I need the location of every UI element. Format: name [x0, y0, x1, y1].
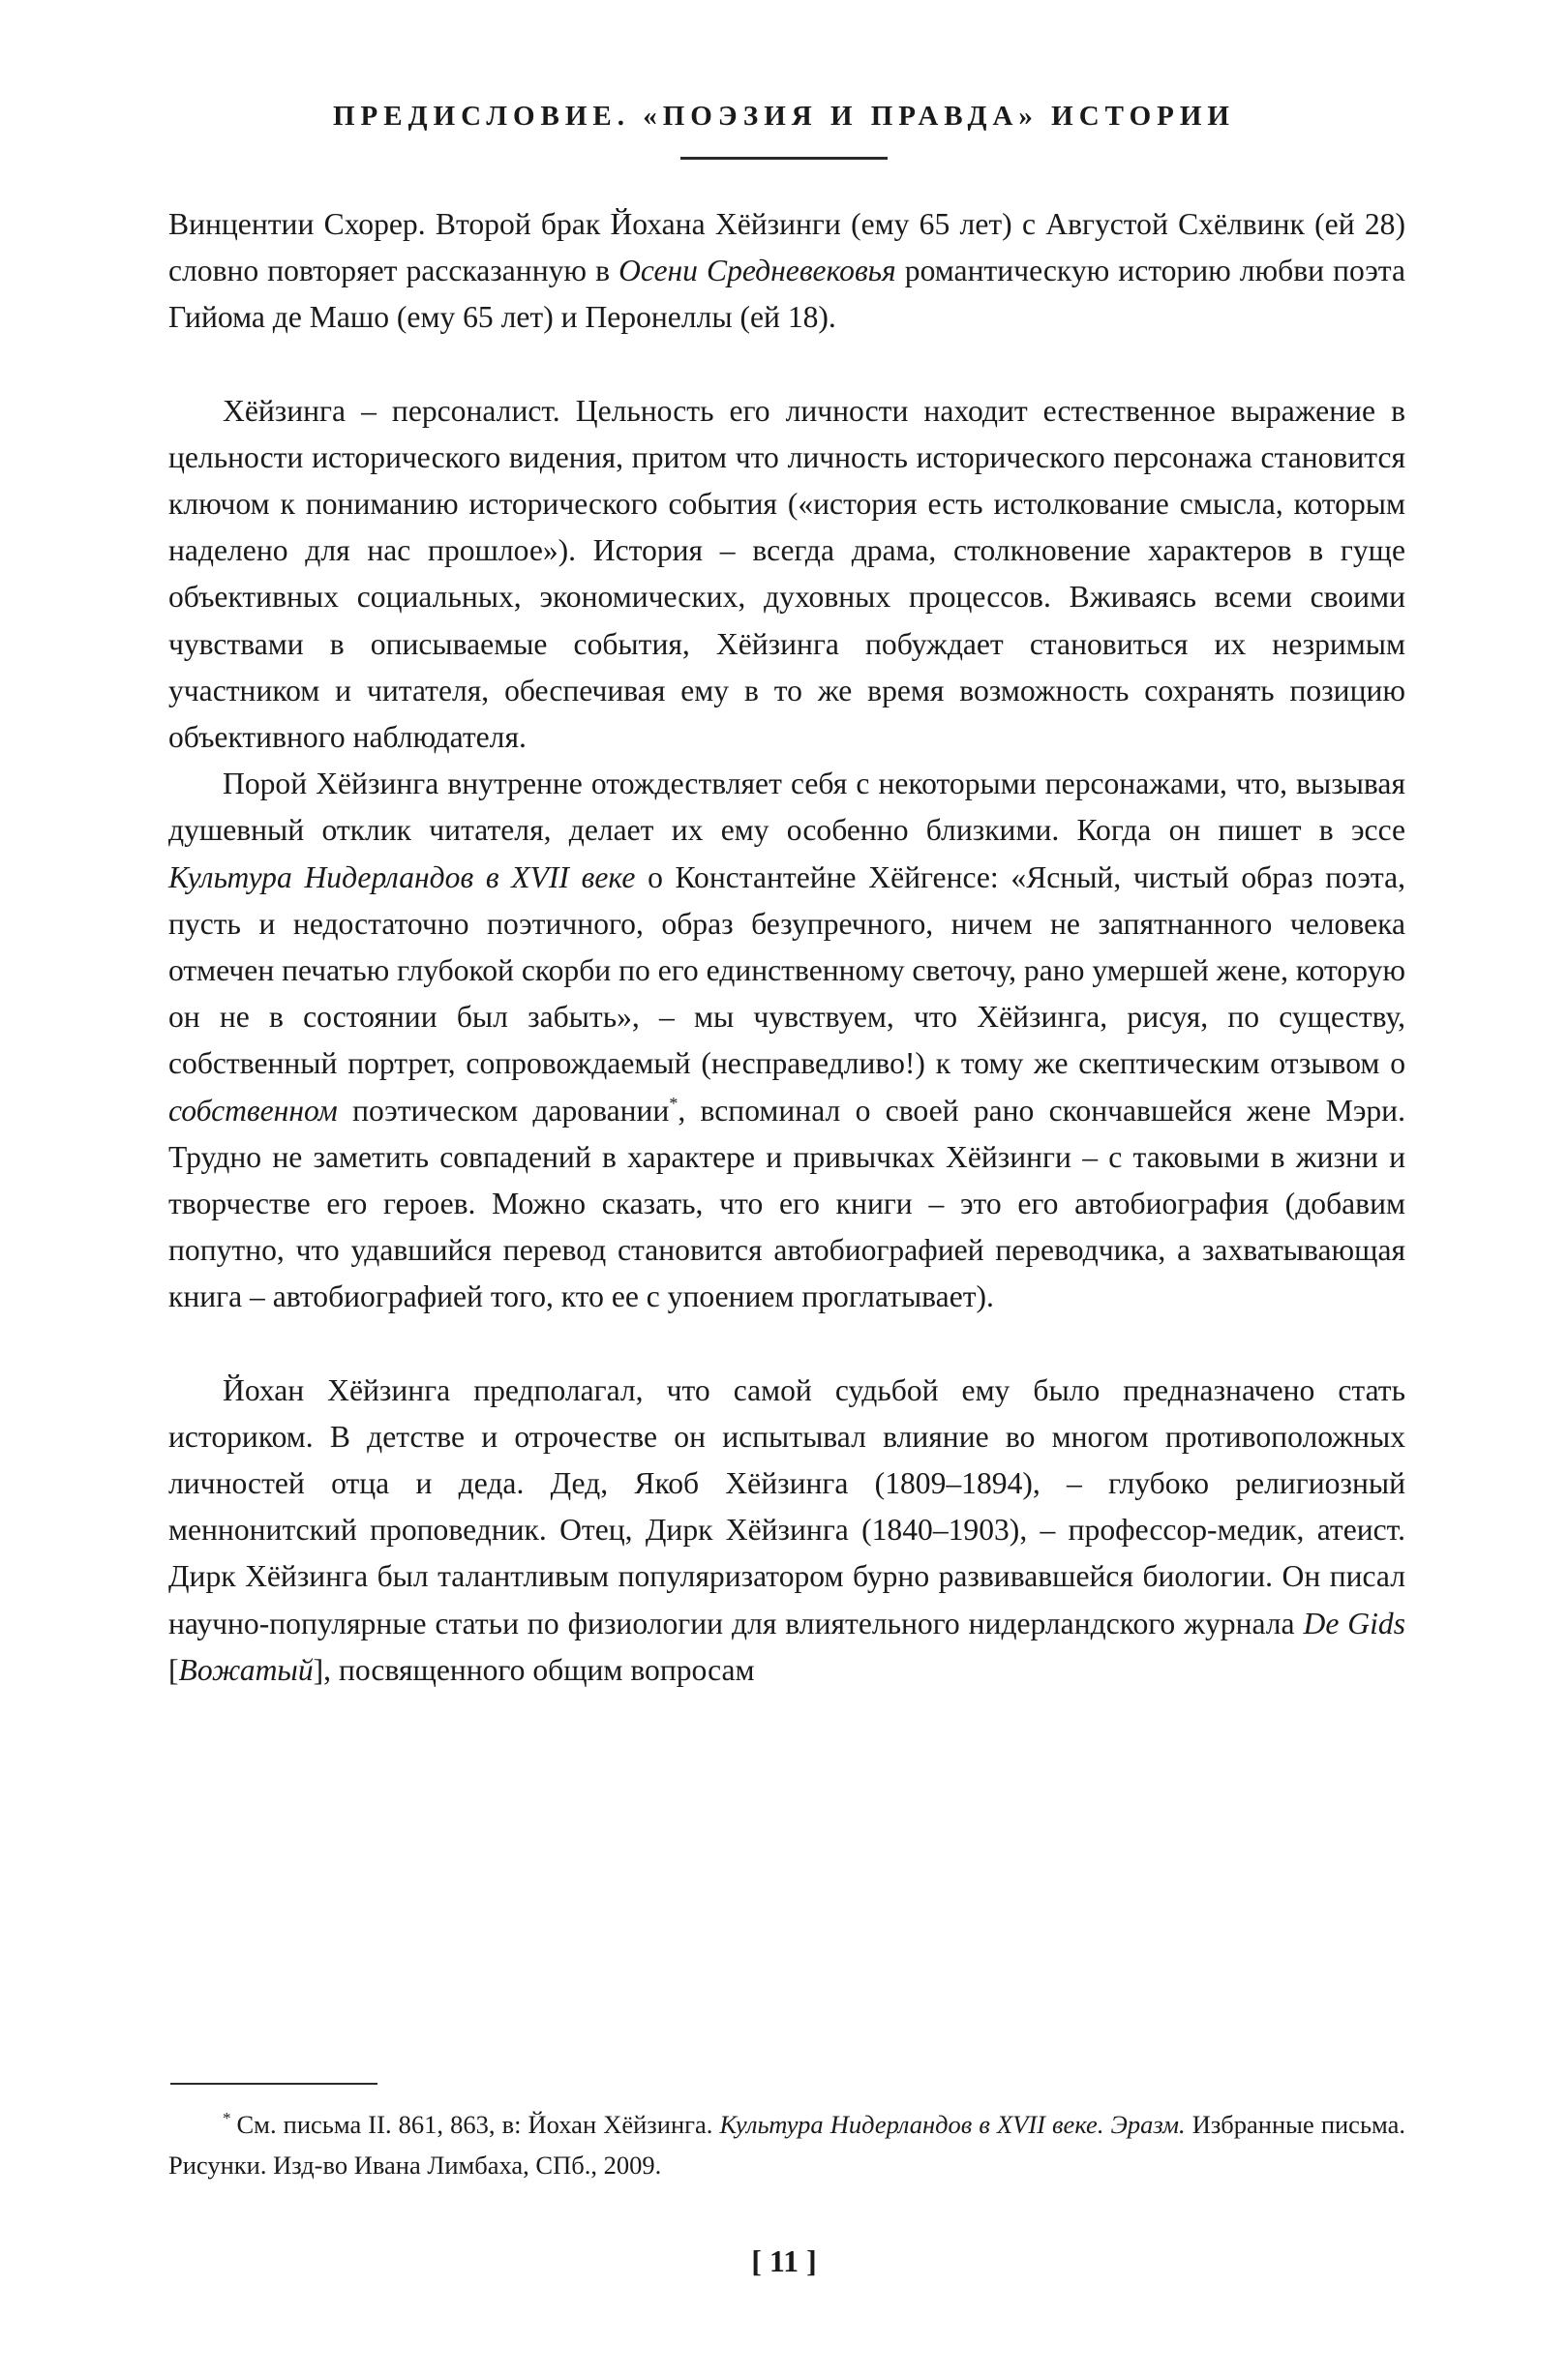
page-number: [ 11 ]: [751, 2243, 817, 2278]
paragraph-2: Хёйзинга – персоналист. Цельность его личности находит естественное выражение в цельности исторического видения, притом что личность исторического персонажа становится ключом к пониманию исторического события («история есть истолкование смысла, которым наделено для нас прошлое»). История – всегда драма, столкновение характеров в гуще объективных социальных, экономических, духовных процессов. Вживаясь всеми своими чувствами в описываемые события, Хёйзинга побуждает становиться их незримым участником и читателя, обеспечивая ему в то же время возможность сохранять позицию объективного наблюдателя.: [168, 393, 1405, 755]
paragraph-3: Порой Хёйзинга внутренне отождествляет себя с некоторыми персонажами, что, вызывая душевный отклик читателя, делает их ему особенно близкими. Когда он пишет в эссе Культура Нидерландов в XVII веке о Константейне Хёйгенсе: «Ясный, чистый образ поэта, пусть и недостаточно поэтичного, образ безупречного, ничем не запятнанного человека отмечен печатью глубокой скорби по его единственному светочу, рано умершей жене, которую он не в состоянии был забыть», – мы чувствуем, что Хёйзинга, рисуя, по существу, собственный портрет, сопровождаемый (несправедливо!) к тому же скептическим отзывом о собственном поэтическом даровании*, вспоминал о своей рано скончавшейся жене Мэри. Трудно не заметить совпадений в характере и привычках Хёйзинги – с таковыми в жизни и творчестве его героев. Можно сказать, что его книги – это его автобиография (добавим попутно, что удавшийся перевод становится автобиографией переводчика, а захватывающая книга – автобиографией того, кто ее с упоением проглатывает).: [168, 767, 1406, 1314]
header-rule: [680, 157, 888, 160]
footnote-marker: *: [669, 1093, 678, 1113]
footnote-rule: [170, 2083, 377, 2085]
footnote: * См. письма II. 861, 863, в: Йохан Хёйзинга. Культура Нидерландов в XVII веке. Эразм. Избранные письма. Рисунки. Изд-во Ивана Лимбаха, СПб., 2009.: [168, 2109, 1405, 2180]
main-text: [168, 201, 1405, 1694]
footnote-star: *: [223, 2109, 231, 2127]
paragraph-4: Йохан Хёйзинга предполагал, что самой судьбой ему было предназначено стать историком. В детстве и отрочестве он испытывал влияние во многом противоположных личностей отца и деда. Дед, Якоб Хёйзинга (1809–1894), – глубоко религиозный меннонитский проповедник. Отец, Дирк Хёйзинга (1840–1903), – профессор-медик, атеист. Дирк Хёйзинга был талантливым популяризатором бурно развивавшейся биологии. Он писал научно-популярные статьи по физиологии для влиятельного нидерландского журнала De Gids [Вожатый], посвященного общим вопросам: [168, 1372, 1405, 1687]
running-head: ПРЕДИСЛОВИЕ. «ПОЭЗИЯ И ПРАВДА» ИСТОРИИ: [333, 101, 1235, 132]
paragraph-1: Винцентии Схорер. Второй брак Йохана Хёйзинги (ему 65 лет) с Августой Схёлвинк (ей 28) словно повторяет рассказанную в Осени Средневековья романтическую историю любви поэта Гийома де Машо (ему 65 лет) и Перонеллы (ей 18).: [168, 207, 1405, 335]
